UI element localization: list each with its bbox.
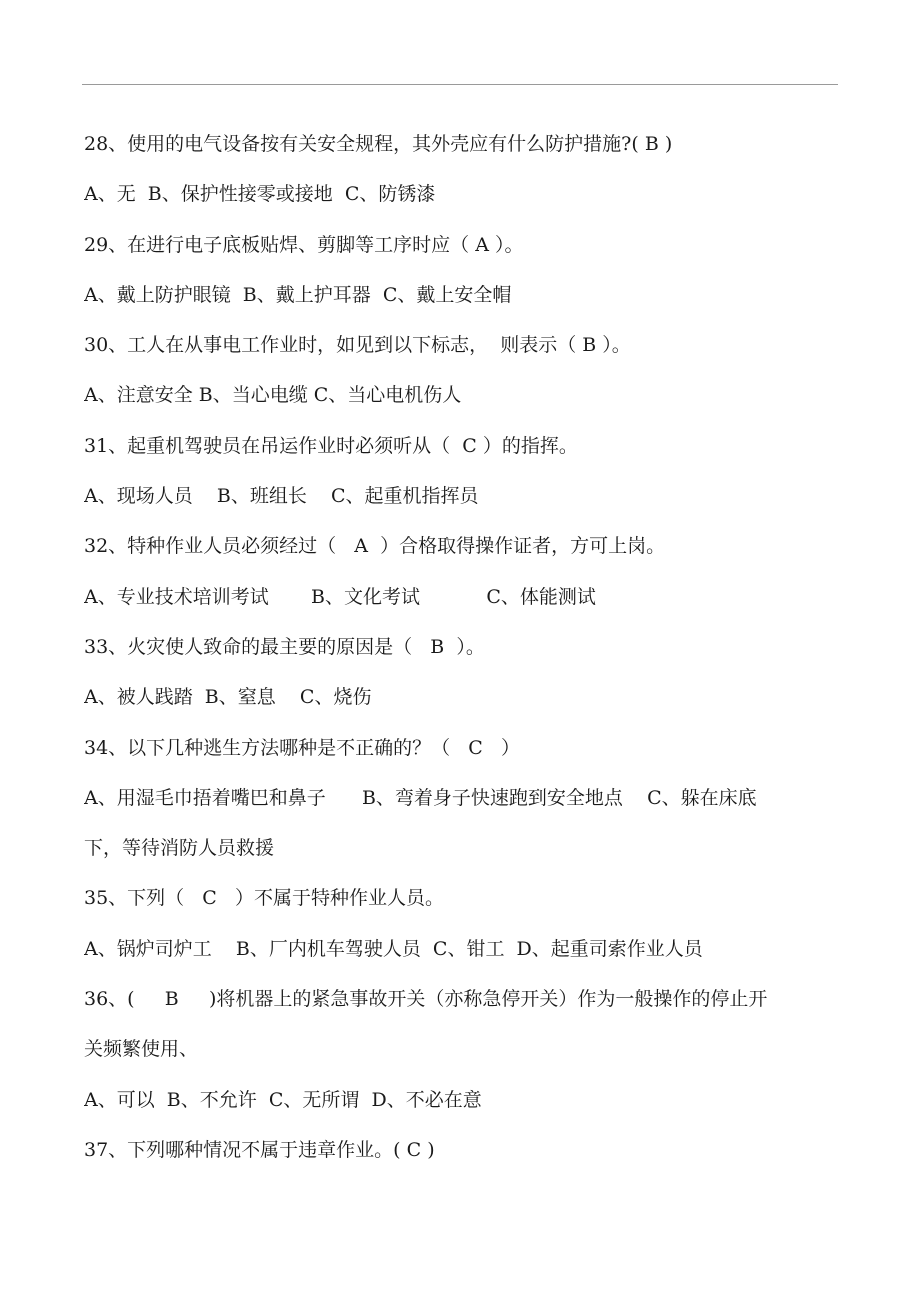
question-34: 34、以下几种逃生方法哪种是不正确的？（ C ） <box>84 736 520 759</box>
options-34-continued: 下，等待消防人员救援 <box>84 837 275 860</box>
question-37: 37、下列哪种情况不属于违章作业。( C ) <box>84 1138 435 1161</box>
question-30: 30、工人在从事电工作业时，如见到以下标志， 则表示（ B ）。 <box>84 334 631 357</box>
options-32: A、专业技术培训考试 B、文化考试 C、体能测试 <box>84 585 596 608</box>
document-body <box>84 119 838 1175</box>
options-33: A、被人践踏 B、窒息 C、烧伤 <box>84 686 372 709</box>
question-36-continued: 关频繁使用、 <box>84 1038 199 1061</box>
options-31: A、现场人员 B、班组长 C、起重机指挥员 <box>84 485 479 508</box>
question-28: 28、使用的电气设备按有关安全规程，其外壳应有什么防护措施?( B ) <box>84 133 673 155</box>
question-31: 31、起重机驾驶员在吊运作业时必须听从（ C ）的指挥。 <box>84 434 578 457</box>
question-33: 33、火灾使人致命的最主要的原因是（ B ）。 <box>84 635 485 658</box>
options-28: A、无 B、保护性接零或接地 C、防锈漆 <box>84 183 436 206</box>
options-30: A、注意安全 B、当心电缆 C、当心电机伤人 <box>84 384 462 407</box>
options-29: A、戴上防护眼镜 B、戴上护耳器 C、戴上安全帽 <box>84 283 512 306</box>
question-29: 29、在进行电子底板贴焊、剪脚等工序时应（ A ）。 <box>84 233 524 256</box>
question-36: 36、( B )将机器上的紧急事故开关（亦称急停开关）作为一般操作的停止开 <box>84 988 768 1011</box>
question-32: 32、特种作业人员必须经过（ A ）合格取得操作证者，方可上岗。 <box>84 535 666 558</box>
options-35: A、锅炉司炉工 B、厂内机车驾驶人员 C、钳工 D、起重司索作业人员 <box>84 937 703 960</box>
options-36: A、可以 B、不允许 C、无所谓 D、不必在意 <box>84 1088 482 1111</box>
options-34: A、用湿毛巾捂着嘴巴和鼻子 B、弯着身子快速跑到安全地点 C、躲在床底 <box>84 786 757 809</box>
header-rule <box>82 84 838 85</box>
question-35: 35、下列（ C ）不属于特种作业人员。 <box>84 887 444 910</box>
